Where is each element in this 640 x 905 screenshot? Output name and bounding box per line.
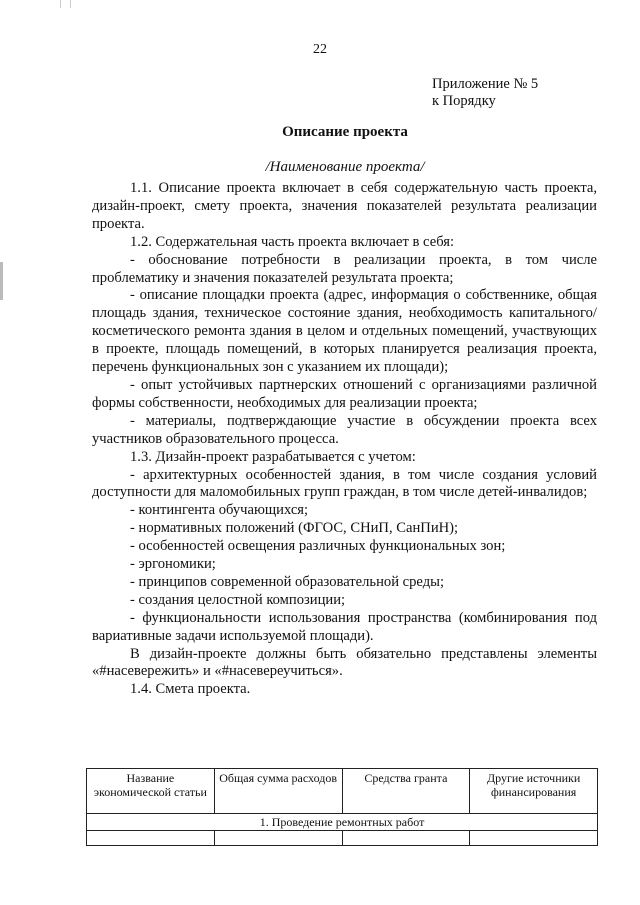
paragraph-1-3: 1.3. Дизайн-проект разрабатывается с учетом: <box>130 448 416 465</box>
column-header: Общая сумма расходов <box>214 769 342 814</box>
list-item: - эргономики; <box>130 556 216 573</box>
list-item: - описание площадки проекта (адрес, информация о собственнике, общая площадь здания, техническое состояние здания, необходимость капитального/косметического ремонта здания в целом и отдельных помещений, участвующих в проекте, площадь помещений, в которых планируется реализация проекта, перечень функциональных зон с указанием их площади); <box>92 287 597 376</box>
paragraph-1-4: 1.4. Смета проекта. <box>130 681 251 698</box>
paragraph-1-1: 1.1. Описание проекта включает в себя содержательную часть проекта, дизайн-проект, смету проекта, значения показателей результата реализации проекта. <box>92 180 597 232</box>
list-item: - контингента обучающихся; <box>130 502 309 519</box>
list-item: - принципов современной образовательной среды; <box>130 573 445 590</box>
document-title: Описание проекта <box>282 124 408 140</box>
appendix-line-1: Приложение № 5 <box>432 76 539 92</box>
column-header: Другие источники финансирования <box>470 769 598 814</box>
list-item: - архитектурных особенностей здания, в том числе создания условий доступности для маломобильных групп граждан, в том числе детей-инвалидов; <box>92 466 597 501</box>
budget-table <box>86 768 598 846</box>
scan-margin-mark <box>0 262 3 300</box>
table-cell <box>470 831 598 846</box>
section-title: 1. Проведение ремонтных работ <box>87 814 598 831</box>
column-header: Средства гранта <box>342 769 470 814</box>
table-row <box>87 831 598 846</box>
list-item: - особенностей освещения различных функциональных зон; <box>130 538 506 555</box>
list-item: - создания целостной композиции; <box>130 591 346 608</box>
appendix-reference <box>432 76 538 110</box>
design-elements-paragraph: В дизайн-проекте должны быть обязательно представлены элементы «#насевережить» и «#насевереучиться». <box>92 645 597 680</box>
list-item: - опыт устойчивых партнерских отношений с организациями различной формы собственности, необходимых для реализации проекта; <box>92 376 597 411</box>
list-item: - обоснование потребности в реализации проекта, в том числе проблематику и значения показателей результата проекта; <box>92 251 597 286</box>
list-item: - функциональности использования пространства (комбинирования под вариативные задачи используемой площади). <box>92 609 597 644</box>
project-name-placeholder: /Наименование проекта/ <box>265 159 425 175</box>
list-item: - нормативных положений (ФГОС, СНиП, СанПиН); <box>130 520 459 537</box>
document-body <box>92 180 597 699</box>
paragraph-1-2: 1.2. Содержательная часть проекта включает в себя: <box>130 233 455 250</box>
scan-edge-marks <box>60 0 72 8</box>
table-cell <box>87 831 215 846</box>
page-number: 22 <box>313 42 327 57</box>
list-item: - материалы, подтверждающие участие в обсуждении проекта всех участников образовательного процесса. <box>92 412 597 447</box>
column-header: Название экономической статьи <box>87 769 215 814</box>
appendix-line-2: к Порядку <box>432 93 496 109</box>
table-cell <box>342 831 470 846</box>
table-cell <box>214 831 342 846</box>
table-section-row <box>87 814 598 831</box>
table-header-row <box>87 769 598 814</box>
